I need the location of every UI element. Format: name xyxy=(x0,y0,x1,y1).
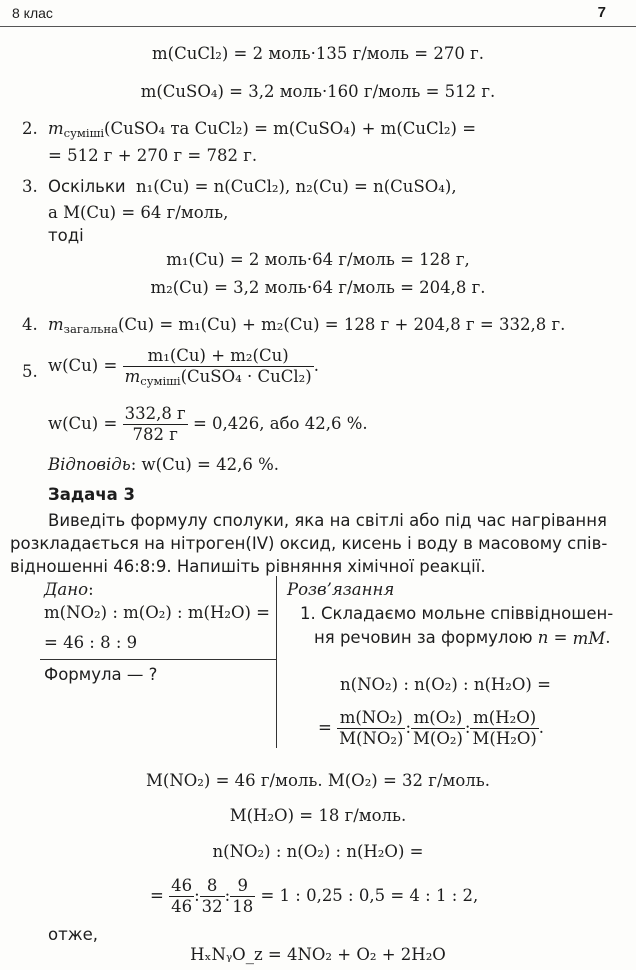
page-number: 7 xyxy=(597,4,606,21)
eq-total-mass: $m_{загальна}(Cu) = m_1(Cu) + m_2(Cu) = 128$ г + 204,8 г = 332,8 г. xyxy=(48,315,566,336)
step-3-intro: Оскільки xyxy=(48,177,126,196)
task-text-line-1: Виведіть формулу сполуки, яка на світлі або під час нагрівання xyxy=(48,511,607,530)
eq-mixture-result: = 512 г + 270 г = 782 г. xyxy=(48,146,258,165)
mole-ratio-expr: n(NO₂) : n(O₂) : n(H₂O) = xyxy=(340,675,551,694)
given-title: Дано: xyxy=(44,580,94,599)
mole-ratio-expr-2: n(NO₂) : n(O₂) : n(H₂O) = xyxy=(212,842,424,861)
molar-mass-cu: а M(Cu) = 64 г/моль, xyxy=(48,203,229,222)
section-label: 8 клас xyxy=(12,5,53,21)
step-2-number: 2. xyxy=(22,119,38,138)
solution-step-1: 1. Складаємо мольне співвідношен- xyxy=(300,604,614,623)
eq-moles-cu: n₁(Cu) = n(CuCl₂), n₂(Cu) = n(CuSO₄), xyxy=(136,177,457,196)
step-4-number: 4. xyxy=(22,315,38,334)
then-label: тоді xyxy=(48,226,84,245)
eq-mixture-mass: $m_{суміші}(CuSO_4$ та CuCl₂) = m(CuSO₄) + m(CuCl₂) = xyxy=(48,119,477,140)
step-3-number: 3. xyxy=(22,177,38,196)
header-rule xyxy=(0,26,636,27)
given-mass-ratio: m(NO₂) : m(O₂) : m(H₂O) = xyxy=(44,603,270,622)
given-find-divider xyxy=(40,659,276,660)
solution-title: Розв’язання xyxy=(287,580,395,599)
task-3-title: Задача 3 xyxy=(48,485,136,504)
therefore-label: отже, xyxy=(48,925,98,944)
reaction-equation: HₓNᵧO_z = 4NO₂ + O₂ + 2H₂O xyxy=(190,945,446,964)
eq-mass-cucl2: m(CuCl₂) = 2 моль·135 г/моль = 270 г. xyxy=(152,44,484,63)
eq-mass-fraction-formula: w(Cu) = $\frac{\text{m₁(Cu) + m₂(Cu)}}{m_{суміші}(CuSO_4 \cdot CuCl_2)}$ . xyxy=(48,346,319,388)
page-header xyxy=(0,0,636,28)
task-text-line-2: розкладається на нітроген(IV) оксид, кисень і воду в масовому спів- xyxy=(10,534,608,553)
mole-ratio-fractions: = $\frac{\text{m(NO₂)}}{\text{M(NO₂)}}$ : $\frac{\text{m(O₂)}}{\text{M(O₂)}}$ : $\frac{\text{m(H₂O)}}{\text{M(H₂O)}}$ . xyxy=(318,708,545,748)
molar-masses-no2-o2: M(NO₂) = 46 г/моль. M(O₂) = 32 г/моль. xyxy=(146,771,490,790)
answer-line: Відповідь: w(Cu) = 42,6 %. xyxy=(48,455,280,474)
eq-m2-cu: m₂(Cu) = 3,2 моль·64 г/моль = 204,8 г. xyxy=(150,278,486,297)
molar-mass-h2o: M(H₂O) = 18 г/моль. xyxy=(229,806,407,825)
given-mass-values: = 46 : 8 : 9 xyxy=(44,633,138,652)
find-formula: Формула — ? xyxy=(44,665,158,684)
mole-ratio-calc: = $\frac{46}{46}$ : $\frac{8}{32}$ : $\frac{9}{18}$ = 1 : 0,25 : 0,5 = 4 : 1 : 2, xyxy=(150,876,479,916)
solution-step-1-cont: ня речовин за формулою n = mM. xyxy=(314,628,611,648)
step-5-number: 5. xyxy=(22,362,38,381)
eq-mass-cuso4: m(CuSO₄) = 3,2 моль·160 г/моль = 512 г. xyxy=(140,82,496,101)
eq-m1-cu: m₁(Cu) = 2 моль·64 г/моль = 128 г, xyxy=(166,250,470,269)
eq-mass-fraction-value: w(Cu) = $\frac{332,8 г}{782 г}$ = 0,426, або 42,6 %. xyxy=(48,404,368,444)
task-text-line-3: відношенні 46:8:9. Напишіть рівняння хімічної реакції. xyxy=(10,557,486,576)
given-solution-divider xyxy=(276,576,277,748)
